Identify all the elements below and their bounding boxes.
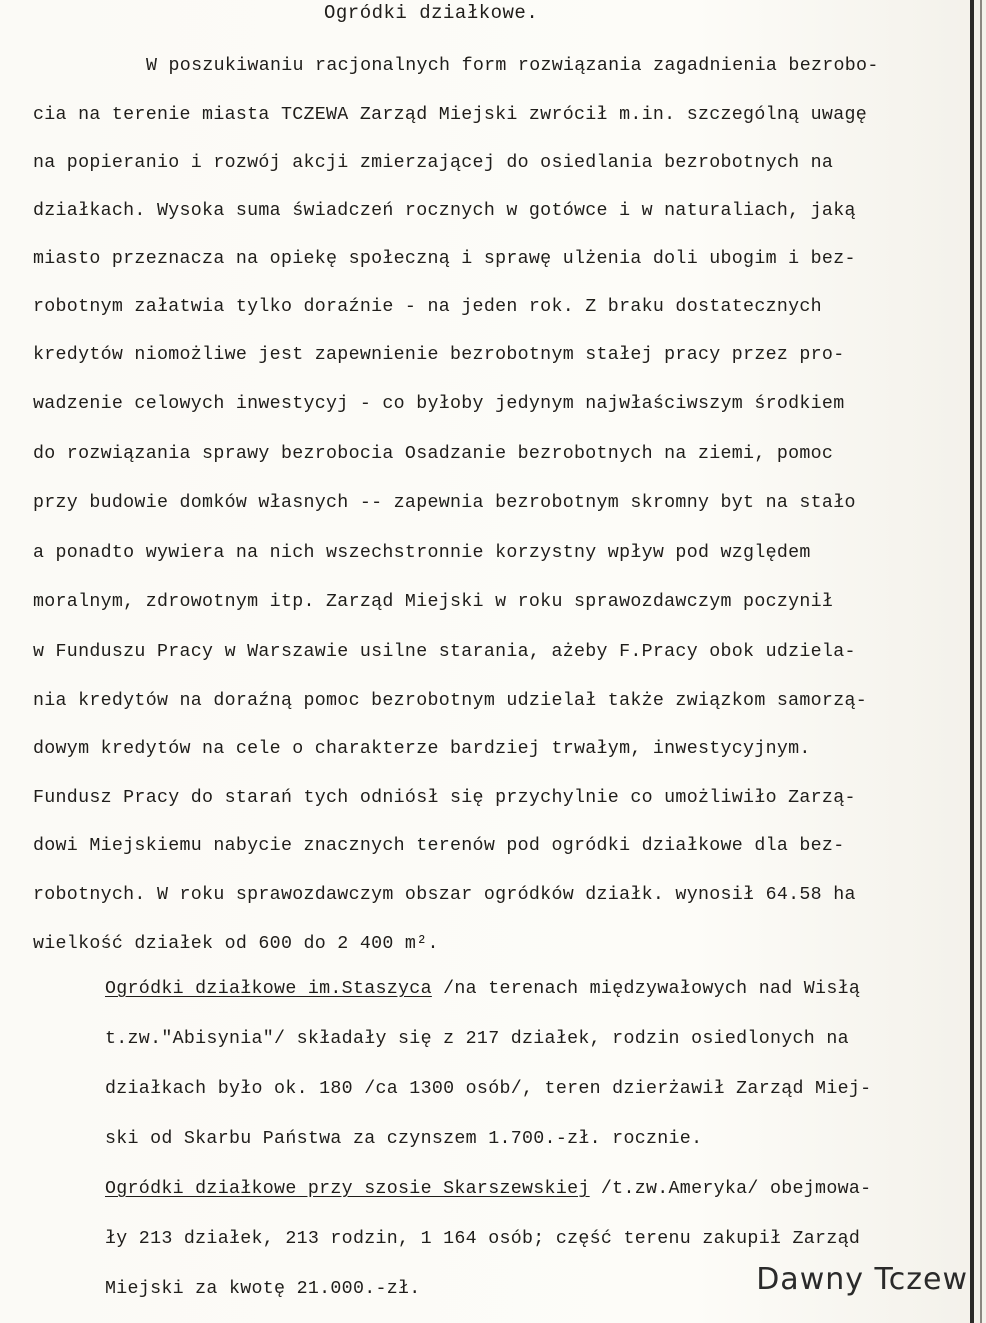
section-heading-skarszewska: Ogródki działkowe przy szosie Skarszewskiej — [105, 1179, 590, 1199]
paragraph-line: dowi Miejskiemu nabycie znacznych terenów pod ogródki działkowe dla bez- — [33, 836, 845, 856]
watermark-logo: Dawny Tczew — [756, 1262, 968, 1297]
paragraph-line: dowym kredytów na cele o charakterze bardziej trwałym, inwestycyjnym. — [33, 739, 811, 759]
paragraph-line: wielkość działek od 600 do 2 400 m². — [33, 934, 439, 954]
document-title: Ogródki działkowe. — [324, 2, 539, 24]
paragraph-line: moralnym, zdrowotnym itp. Zarząd Miejski w roku sprawozdawczym poczynił — [33, 592, 834, 612]
section-staszyca-first-line — [105, 977, 860, 1001]
paragraph-line: cia na terenie miasta TCZEWA Zarząd Miejski zwrócił m.in. szczególną uwagę — [33, 105, 868, 125]
paragraph-line: robotnych. W roku sprawozdawczym obszar ogródków działk. wynosił 64.58 ha — [33, 885, 856, 905]
paragraph-line: do rozwiązania sprawy bezrobocia Osadzanie bezrobotnych na ziemi, pomoc — [33, 444, 834, 464]
section-line: ły 213 działek, 213 rodzin, 1 164 osób; część terenu zakupił Zarząd — [105, 1229, 861, 1249]
paragraph-line: przy budowie domków własnych -- zapewnia bezrobotnym skromny byt na stało — [33, 493, 856, 513]
section-line: t.zw."Abisynia"/ składały się z 217 działek, rodzin osiedlonych na — [105, 1029, 849, 1049]
paragraph-line: działkach. Wysoka suma świadczeń rocznych w gotówce i w naturaliach, jaką — [33, 201, 856, 221]
paragraph-line: nia kredytów na doraźną pomoc bezrobotnym udzielał także związkom samorzą- — [33, 691, 868, 711]
paragraph-line: w Funduszu Pracy w Warszawie usilne starania, ażeby F.Pracy obok udziela- — [33, 642, 856, 662]
paragraph-line: miasto przeznacza na opiekę społeczną i sprawę ulżenia doli ubogim i bez- — [33, 249, 856, 269]
paragraph-line: robotnym załatwia tylko doraźnie - na jeden rok. Z braku dostatecznych — [33, 297, 822, 317]
paragraph-line: na popieranio i rozwój akcji zmierzającej do osiedlania bezrobotnych na — [33, 153, 834, 173]
section-line: działkach było ok. 180 /ca 1300 osób/, teren dzierżawił Zarząd Miej- — [105, 1079, 872, 1099]
paragraph-line: wadzenie celowych inwestycyj - co byłoby jedynym najwłaściwszym środkiem — [33, 394, 845, 414]
section-text: /na terenach międzywałowych nad Wisłą — [431, 979, 861, 999]
paragraph-line: W poszukiwaniu racjonalnych form rozwiązania zagadnienia bezrobo- — [146, 56, 879, 76]
section-line: ski od Skarbu Państwa za czynszem 1.700.-zł. rocznie. — [105, 1129, 703, 1149]
section-skarszewska-first-line — [105, 1177, 871, 1201]
section-heading-staszyca: Ogródki działkowe im.Staszyca — [105, 979, 432, 999]
paragraph-line: kredytów niomożliwe jest zapewnienie bezrobotnym stałej pracy przez pro- — [33, 345, 845, 365]
paragraph-line: Fundusz Pracy do starań tych odniósł się przychylnie co umożliwiło Zarzą- — [33, 788, 856, 808]
page-edge-line — [980, 0, 982, 1323]
paragraph-line: a ponadto wywiera na nich wszechstronnie korzystny wpływ pod względem — [33, 543, 811, 563]
page-edge-shadow — [970, 0, 974, 1323]
section-text: /t.zw.Ameryka/ obejmowa- — [589, 1179, 872, 1199]
section-line: Miejski za kwotę 21.000.-zł. — [105, 1279, 421, 1299]
